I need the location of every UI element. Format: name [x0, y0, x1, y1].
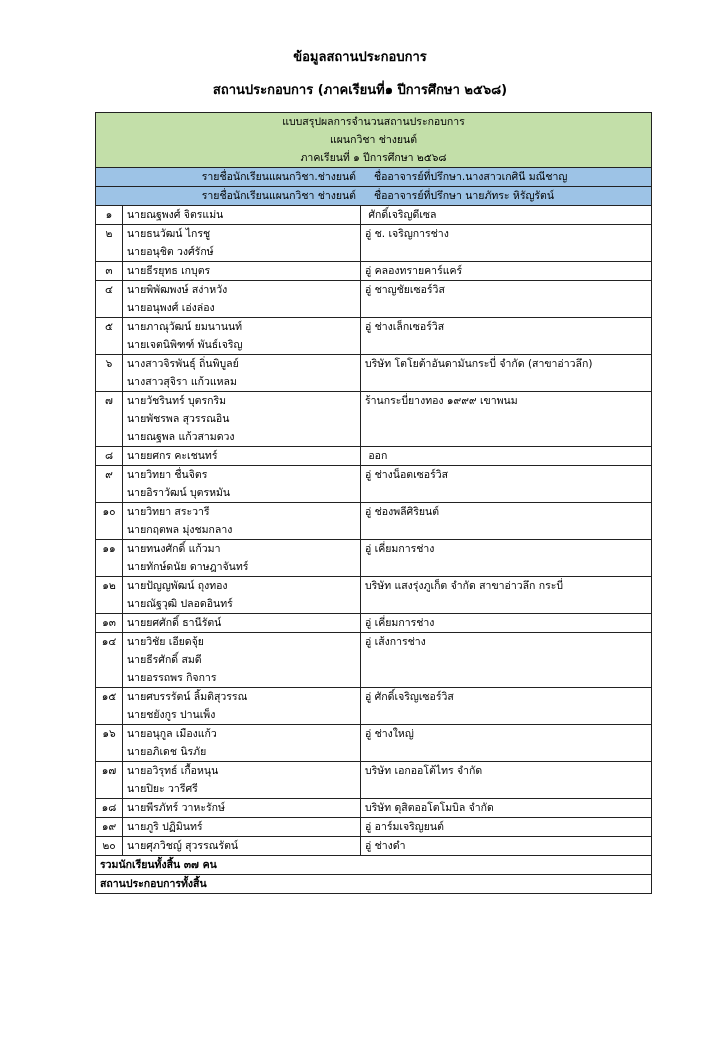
student-name: นายณัฐวุฒิ ปลอดอินทร์ [127, 598, 233, 610]
workplace [361, 540, 652, 577]
table-row [96, 688, 652, 725]
workplace-name: ศักดิ์เจริญดีเซล [365, 209, 437, 221]
header-row [96, 149, 652, 168]
student-name: นายยศกร คะเชนทร์ [127, 450, 218, 462]
advisor-1-department: รายชื่อนักเรียนแผนกวิชา.ช่างยนต์ [201, 171, 356, 183]
row-number [96, 837, 123, 856]
row-number-text: ๒๐ [102, 840, 116, 852]
student-names [123, 799, 361, 818]
student-names [123, 540, 361, 577]
student-names [123, 503, 361, 540]
table-row [96, 466, 652, 503]
workplace-name: อู่ เคี่ยมการช่าง [365, 543, 435, 555]
row-number-text: ๑๔ [101, 636, 117, 648]
workplace [361, 466, 652, 503]
row-number-text: ๑๓ [102, 617, 116, 629]
row-number-text: ๓ [105, 265, 113, 277]
header-row [96, 131, 652, 149]
row-number-text: ๑๑ [102, 543, 116, 555]
row-number [96, 503, 123, 540]
row-number [96, 633, 123, 688]
workplace-name: บริษัท เอกออโต้ไทร จำกัด [365, 765, 483, 777]
student-name: นายพัชรพล สุวรรณอิน [127, 413, 230, 425]
workplace [361, 614, 652, 633]
student-names [123, 614, 361, 633]
student-names [123, 466, 361, 503]
table-row [96, 392, 652, 447]
row-number-text: ๘ [104, 450, 114, 462]
workplace [361, 633, 652, 688]
student-name: นายธนวัฒน์ ไกรชู [127, 228, 211, 240]
advisor-row [96, 187, 652, 206]
advisor-2-name: ชื่ออาจารย์ที่ปรึกษา นายภัทระ หิรัญรัตน์ [374, 190, 555, 202]
row-number-text: ๖ [105, 358, 113, 370]
document-subtitle: สถานประกอบการ (ภาคเรียนที่๑ ปีการศึกษา ๒๕๖๘) [212, 83, 508, 98]
row-number-text: ๑๗ [101, 765, 117, 777]
student-name: นายทักษ์ดนัย ดาษฎาจันทร์ [127, 561, 249, 573]
student-name: นายอรรถพร กิจการ [127, 672, 217, 684]
workplace [361, 318, 652, 355]
table-row [96, 633, 652, 688]
workplace [361, 281, 652, 318]
workplace [361, 262, 652, 281]
workplace-name: ร้านกระบี่ยางทอง ๑๙๙๙ เขาพนม [365, 395, 518, 407]
workplace [361, 725, 652, 762]
table-row [96, 206, 652, 225]
row-number [96, 614, 123, 633]
student-name: นายวิทยา สระวารี [127, 506, 210, 518]
row-number [96, 688, 123, 725]
student-name: นายณฐพงศ์ จิตรแม่น [127, 209, 224, 221]
student-name: นายอนุกูล เมืองแก้ว [127, 728, 217, 740]
student-name: นายเจตนิพิฑฑ์ พันธ์เจริญ [127, 339, 243, 351]
row-number [96, 355, 123, 392]
advisor-row [96, 168, 652, 187]
workplace-name: อู่ เส้งการช่าง [365, 636, 426, 648]
row-number-text: ๑๐ [102, 506, 116, 518]
row-number-text: ๔ [105, 284, 113, 296]
table-row [96, 762, 652, 799]
workplace-name: อู่ ช่างดำ [365, 840, 406, 852]
student-names [123, 818, 361, 837]
row-number [96, 466, 123, 503]
student-names [123, 633, 361, 688]
header-row [96, 113, 652, 132]
student-name: นายธีรศักดิ์ สมดี [127, 654, 202, 666]
row-number [96, 762, 123, 799]
workplace-name: อู่ ช่างใหญ่ [365, 728, 414, 740]
workplace [361, 392, 652, 447]
student-name: นายยศศักดิ์ ธานีรัตน์ [127, 617, 222, 629]
workplace [361, 688, 652, 725]
student-name: นางสาวสุจิรา แก้วแหลม [127, 376, 237, 388]
workplace-name: อู่ ชาญชัยเซอร์วิส [365, 284, 445, 296]
workplace-name: อู่ ช. เจริญการช่าง [365, 228, 449, 240]
student-name: นายอนุชิต วงศ์รักษ์ [127, 246, 214, 258]
advisor-2-department: รายชื่อนักเรียนแผนกวิชา ช่างยนต์ [201, 190, 356, 202]
advisor-1-name: ชื่ออาจารย์ที่ปรึกษา.นางสาวเกศินี มณีชาญ [374, 171, 568, 183]
row-number-text: ๙ [105, 469, 113, 481]
student-name: นายศบรรรัตน์ ลิ้มติสุวรรณ [127, 691, 248, 703]
row-number [96, 799, 123, 818]
total-students: รวมนักเรียนทั้งสิ้น ๓๗ คน [96, 856, 652, 875]
workplace-name: อู่ ช่างน็อตเซอร์วิส [365, 469, 449, 481]
student-name: นายปิยะ วารีศรี [127, 783, 198, 795]
student-names [123, 725, 361, 762]
total-companies: สถานประกอบการทั้งสิ้น [96, 875, 652, 894]
workplace [361, 577, 652, 614]
row-number [96, 725, 123, 762]
workplace-name: บริษัท แสงรุ่งภูเก็ต จำกัด สาขาอ่าวลึก กระบี่ [365, 580, 564, 592]
internship-table [95, 112, 652, 894]
student-name: นายธีรยุทธ เกบุตร [127, 265, 211, 277]
table-body [96, 113, 652, 894]
row-number-text: ๑ [105, 209, 113, 221]
row-number [96, 206, 123, 225]
workplace [361, 447, 652, 466]
row-number [96, 577, 123, 614]
row-number [96, 281, 123, 318]
row-number-text: ๗ [105, 395, 113, 407]
row-number [96, 392, 123, 447]
table-row [96, 837, 652, 856]
student-names [123, 762, 361, 799]
table-row [96, 503, 652, 540]
workplace-name: ออก [365, 450, 388, 462]
table-row [96, 281, 652, 318]
workplace-name: อู่ คลองทรายคาร์แคร์ [365, 265, 463, 277]
table-row [96, 818, 652, 837]
workplace [361, 355, 652, 392]
workplace [361, 762, 652, 799]
student-name: นางสาวจิรพันธุ์ ถิ่นพิบูลย์ [127, 358, 239, 370]
student-names [123, 206, 361, 225]
student-name: นายชยังกูร ปานเพ็ง [127, 709, 216, 721]
student-name: นายปัญญพัฒน์ ถุงทอง [127, 580, 228, 592]
student-name: นายทนงศักดิ์ แก้วมา [127, 543, 221, 555]
student-name: นายอภิเดช นิรภัย [127, 746, 207, 758]
student-name: นายณฐพล แก้วสามดวง [127, 431, 235, 443]
student-names [123, 318, 361, 355]
student-name: นายภาณุวัฒน์ ยมนานนท์ [127, 321, 243, 333]
workplace [361, 799, 652, 818]
student-name: นายอนุพงศ์ เอ่งล่อง [127, 302, 215, 314]
row-number [96, 540, 123, 577]
student-name: นายวิชัย เอียดจุ้ย [127, 636, 204, 648]
header-line-1: แบบสรุปผลการจำนวนสถานประกอบการ [96, 113, 652, 132]
table-row [96, 799, 652, 818]
student-name: นายพีรภัทร์ วาหะรักษ์ [127, 802, 225, 814]
header-line-3: ภาคเรียนที่ ๑ ปีการศึกษา ๒๕๖๘ [96, 149, 652, 168]
student-name: นายกฤตพล มุ่งชมกลาง [127, 524, 233, 536]
table-row [96, 725, 652, 762]
workplace-name: อู่ อาร์มเจริญยนต์ [365, 821, 444, 833]
workplace [361, 206, 652, 225]
workplace-name: อู่ ศักดิ์เจริญเซอร์วิส [365, 691, 454, 703]
row-number-text: ๕ [105, 321, 113, 333]
student-names [123, 355, 361, 392]
workplace-name: อู่ ช่องพลีศิริยนต์ [365, 506, 440, 518]
student-name: นายวิทยา ชื่นจิตร [127, 469, 208, 481]
student-names [123, 577, 361, 614]
workplace-name: อู่ เคี่ยมการช่าง [365, 617, 435, 629]
table-row [96, 540, 652, 577]
workplace [361, 225, 652, 262]
workplace [361, 818, 652, 837]
row-number-text: ๑๖ [102, 728, 116, 740]
row-number [96, 447, 123, 466]
document-title: ข้อมูลสถานประกอบการ [293, 50, 427, 65]
workplace-name: บริษัท โตโยต้าอันดามันกระบี่ จำกัด (สาขาอ่าวลึก) [365, 358, 593, 370]
row-number [96, 818, 123, 837]
student-names [123, 262, 361, 281]
table-row [96, 262, 652, 281]
total-students-row [96, 856, 652, 875]
row-number-text: ๑๒ [102, 580, 116, 592]
total-companies-row [96, 875, 652, 894]
student-name: นายอวิรุทธ์ เกื้อหนุน [127, 765, 219, 777]
table-row [96, 318, 652, 355]
table-row [96, 614, 652, 633]
table-row [96, 577, 652, 614]
student-names [123, 688, 361, 725]
row-number [96, 318, 123, 355]
row-number-text: ๑๙ [101, 821, 117, 833]
workplace [361, 837, 652, 856]
table-row [96, 447, 652, 466]
student-name: นายวัชรินทร์ บุตรกริม [127, 395, 227, 407]
table-row [96, 355, 652, 392]
student-names [123, 225, 361, 262]
workplace-name: อู่ ช่างเล็กเซอร์วิส [365, 321, 445, 333]
workplace [361, 503, 652, 540]
row-number-text: ๒ [105, 228, 113, 240]
student-names [123, 392, 361, 447]
row-number-text: ๑๘ [101, 802, 117, 814]
student-names [123, 447, 361, 466]
student-names [123, 837, 361, 856]
row-number-text: ๑๕ [101, 691, 117, 703]
student-name: นายอิราวัฒน์ บุตรหมัน [127, 487, 231, 499]
student-name: นายพิพัฒพงษ์ สง่าหวัง [127, 284, 228, 296]
student-name: นายภูริ ปฏิมินทร์ [127, 821, 203, 833]
header-line-2: แผนกวิชา ช่างยนต์ [96, 131, 652, 149]
workplace-name: บริษัท ดุสิตออโตโมบิล จำกัด [365, 802, 494, 814]
row-number [96, 262, 123, 281]
student-names [123, 281, 361, 318]
table-row [96, 225, 652, 262]
student-name: นายศุภวิชญ์ สุวรรณรัตน์ [127, 840, 239, 852]
row-number [96, 225, 123, 262]
